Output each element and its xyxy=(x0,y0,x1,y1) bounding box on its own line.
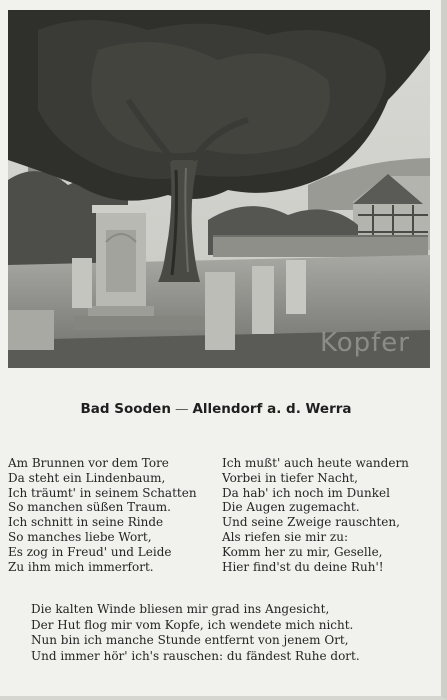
title-dash: — xyxy=(174,401,189,417)
poem-line: Nun bin ich manche Stunde entfernt von jenem Ort, xyxy=(31,633,349,648)
poem-line: Zu ihm mich immerfort. xyxy=(8,559,154,574)
poem-right-column xyxy=(222,456,409,574)
poem-line: Vorbei in tiefer Nacht, xyxy=(222,470,358,485)
poem-final-stanza xyxy=(31,602,360,664)
town-square-photo xyxy=(8,10,430,368)
poem-line: Und immer hör' ich's rauschen: du fändest Ruhe dort. xyxy=(31,648,360,663)
poem-line: So manchen süßen Traum. xyxy=(8,500,171,515)
poem-left-column xyxy=(8,456,197,574)
poem-line: Ich träumt' in seinem Schatten xyxy=(8,485,197,500)
postcard-title xyxy=(0,401,432,417)
poem-line: Ich schnitt in seine Rinde xyxy=(8,515,164,530)
photo-illustration xyxy=(8,10,430,368)
poem-line: Die kalten Winde bliesen mir grad ins Angesicht, xyxy=(31,602,330,616)
poem-line: Als riefen sie mir zu: xyxy=(222,529,349,544)
poem-line: Ich mußt' auch heute wandern xyxy=(222,456,409,470)
poem-line: Da hab' ich noch im Dunkel xyxy=(222,485,390,500)
title-place-1: Bad Sooden xyxy=(80,401,171,417)
poem-line: Komm her zu mir, Geselle, xyxy=(222,544,383,559)
poem-line: So manches liebe Wort, xyxy=(8,529,152,544)
poem-line: Die Augen zugemacht. xyxy=(222,500,360,515)
poem-line: Am Brunnen vor dem Tore xyxy=(8,456,169,470)
poem-line: Hier find'st du deine Ruh'! xyxy=(222,559,384,574)
poem-line: Da steht ein Lindenbaum, xyxy=(8,470,166,485)
watermark-text: Kopfer xyxy=(319,328,410,358)
title-place-2: Allendorf a. d. Werra xyxy=(192,401,352,417)
poem-line: Es zog in Freud' und Leide xyxy=(8,544,172,559)
poem-line: Der Hut flog mir vom Kopfe, ich wendete mich nicht. xyxy=(31,617,354,632)
poem-line: Und seine Zweige rauschten, xyxy=(222,515,400,530)
